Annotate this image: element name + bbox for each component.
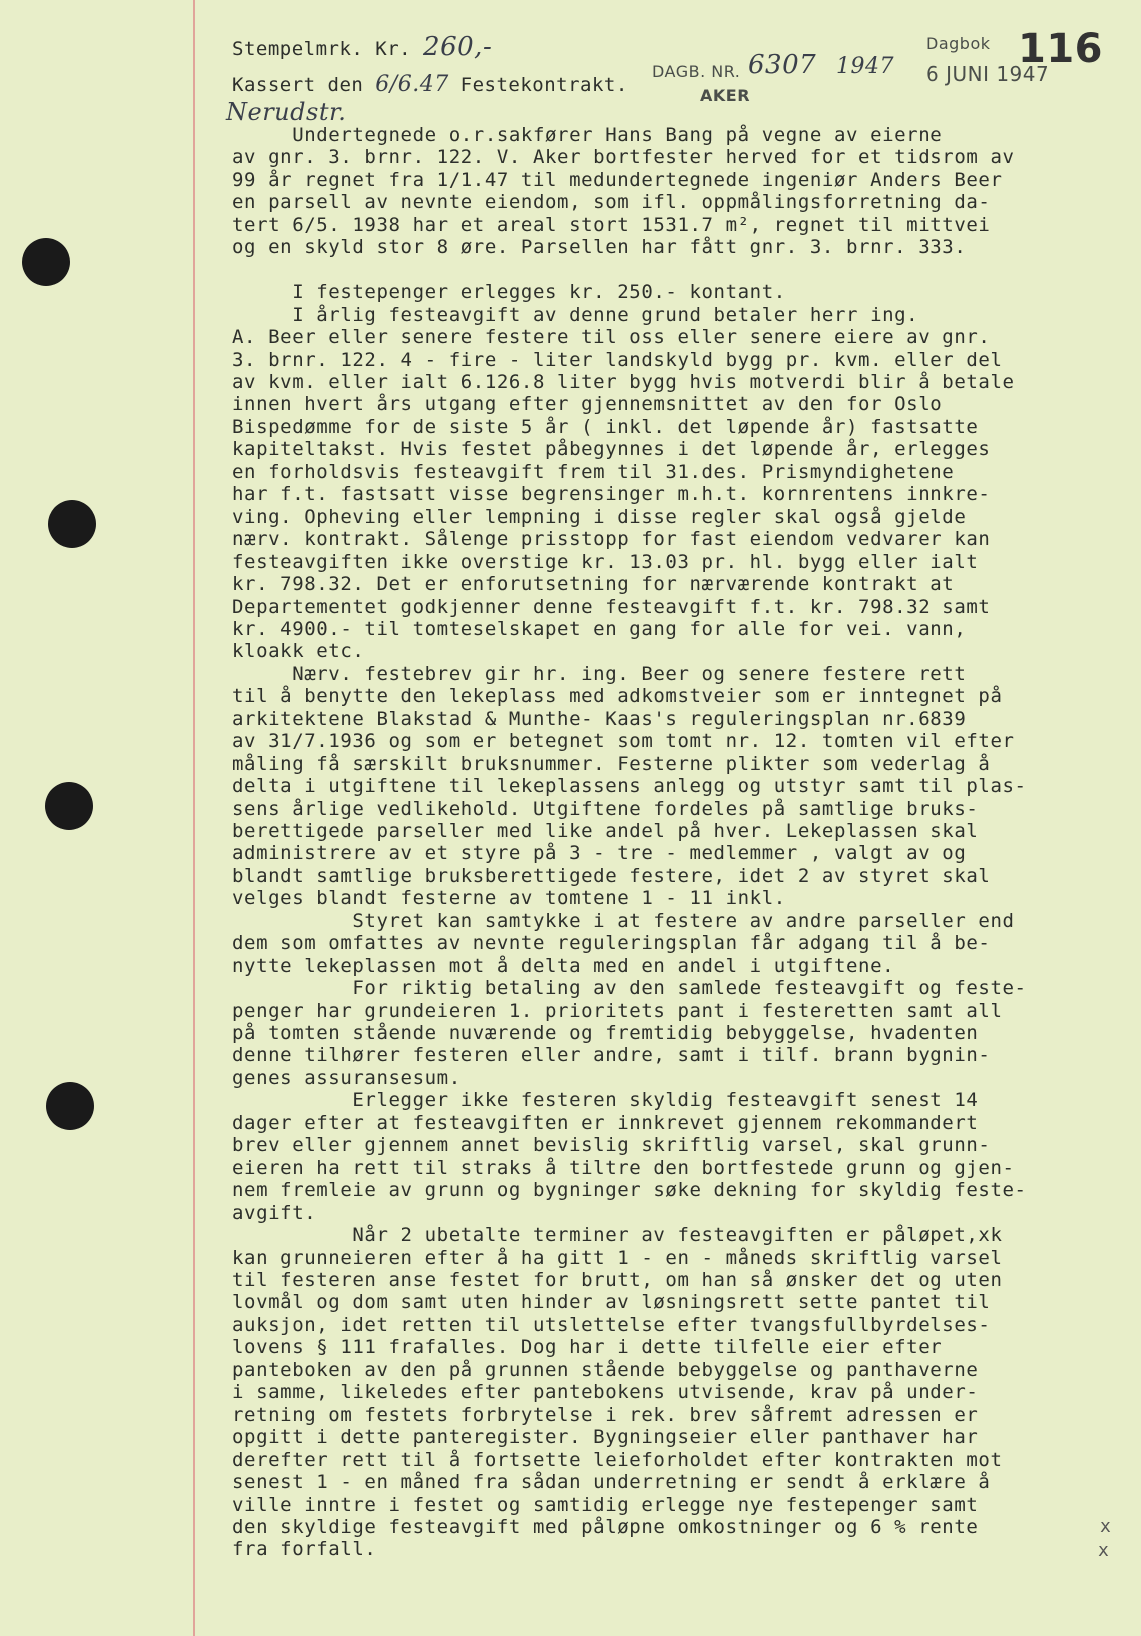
punch-hole-upper-middle <box>48 500 96 548</box>
text-line: en parsell av nevnte eiendom, som ifl. oppmålingsforretning da- <box>232 191 991 214</box>
document-type: Festekontrakt. <box>460 74 628 96</box>
text-line: ville inntre i festet og samtidig erlegge nye festepenger samt <box>232 1493 979 1516</box>
text-line: retning om festets forbrytelse i rek. brev såfremt adressen er <box>232 1403 979 1426</box>
text-line: til å benytte den lekeplass med adkomstveier som er inntegnet på <box>232 685 1003 708</box>
place-stamp: AKER <box>700 86 751 105</box>
stempelmerke-row <box>232 32 492 62</box>
text-line: auksjon, idet retten til utslettelse efter tvangsfullbyrdelses- <box>232 1313 991 1336</box>
text-line: Bispedømme for de siste 5 år ( inkl. det løpende år) fastsatte <box>232 415 979 438</box>
text-line: penger har grundeieren 1. prioritets pant i festeretten samt all <box>232 999 1003 1022</box>
text-line: av kvm. eller ialt 6.126.8 liter bygg hvis motverdi blir å betale <box>232 370 1015 393</box>
text-line: en forholdsvis festeavgift frem til 31.des. Prismyndighetene <box>232 460 955 483</box>
text-line: kan grunneieren efter å ha gitt 1 - en - måneds skriftlig varsel <box>232 1246 1003 1269</box>
text-line: på tomten stående nuværende og fremtidig bebyggelse, hvadenten <box>232 1022 979 1044</box>
text-line: lovens § 111 frafalles. Dog har i dette tilfelle eier efter <box>232 1336 943 1359</box>
punch-hole-lower-middle <box>45 782 93 830</box>
text-line: velges blandt festerne av tomtene 1 - 11 inkl. <box>232 887 786 910</box>
margin-line <box>193 0 195 1636</box>
text-line: For riktig betaling av den samlede festeavgift og feste- <box>232 977 1027 1000</box>
text-line: brev eller gjennem annet bevislig skriftlig varsel, skal grunn- <box>232 1134 991 1157</box>
text-line: avgift. <box>232 1201 317 1224</box>
text-line: til festeren anse festet for brutt, om han så ønsker det og uten <box>232 1269 1003 1291</box>
text-line: I festepenger erlegges kr. 250.- kontant. <box>232 281 786 304</box>
dagb-number: 6307 <box>748 50 817 80</box>
text-line: Undertegnede o.r.sakfører Hans Bang på vegne av eierne <box>232 124 943 146</box>
text-line: tert 6/5. 1938 har et areal stort 1531.7 m², regnet til mittvei <box>232 213 991 236</box>
text-line: denne tilhører festeren eller andre, samt i tilf. brann bygnin- <box>232 1044 991 1067</box>
text-line: sens årlige vedlikehold. Utgiftene fordeles på samtlige bruks- <box>232 797 979 820</box>
side-mark: x <box>1100 1516 1111 1537</box>
side-mark: x <box>1098 1540 1109 1561</box>
text-line: kloakk etc. <box>232 640 365 663</box>
text-line: panteboken av den på grunnen stående bebyggelse og panthaverne <box>232 1358 979 1381</box>
text-line: Nærv. festebrev gir hr. ing. Beer og senere festere rett <box>232 662 967 685</box>
text-line: berettigede parseller med like andel på hver. Lekeplassen skal <box>232 819 979 842</box>
text-line: av 31/7.1936 og som er betegnet som tomt nr. 12. tomten vil efter <box>232 730 1015 753</box>
text-line: blandt samtlige bruksberettigede festere, idet 2 av styret skal <box>232 864 991 887</box>
text-line: nytte lekeplassen mot å delta med en andel i utgiftene. <box>232 954 895 977</box>
text-line: innen hvert års utgang efter gjennemsnittet av den for Oslo <box>232 393 943 416</box>
text-line: 3. brnr. 122. 4 - fire - liter landskyld bygg pr. kvm. eller del <box>232 348 1003 371</box>
punch-hole-bottom <box>46 1082 94 1130</box>
stempelmerke-amount: 260,- <box>423 32 493 62</box>
date-stamp: 6 JUNI 1947 <box>926 62 1050 86</box>
text-line: lovmål og dom samt uten hinder av løsningsrett sette pantet til <box>232 1291 991 1314</box>
dagb-year: 1947 <box>836 54 894 79</box>
text-line: nærv. kontrakt. Sålenge prisstopp for fast eiendom vedvarer kan <box>232 528 991 551</box>
text-line: måling få særskilt bruksnummer. Festerne plikter som vederlag å <box>232 752 991 775</box>
text-line: genes assuransesum. <box>232 1066 461 1089</box>
text-line: kapiteltakst. Hvis festet påbegynnes i det løpende år, erlegges <box>232 438 991 461</box>
text-line: i samme, likeledes efter pantebokens utvisende, krav på under- <box>232 1381 979 1404</box>
text-line: festeavgiften ikke overstige kr. 13.03 pr. hl. bygg eller ialt <box>232 550 979 573</box>
text-line: Erlegger ikke festeren skyldig festeavgift senest 14 <box>232 1089 979 1112</box>
text-line: dem som omfattes av nevnte reguleringsplan får adgang til å be- <box>232 932 991 955</box>
kassert-row <box>232 72 628 97</box>
text-line: fra forfall. <box>232 1538 377 1561</box>
text-line: Når 2 ubetalte terminer av festeavgiften er påløpet,xk <box>232 1224 1003 1246</box>
text-line: delta i utgiftene til lekeplassens anlegg og utstyr samt til plas- <box>232 775 1027 797</box>
text-line: senest 1 - en måned fra sådan underretning er sendt å erklære å <box>232 1471 991 1493</box>
text-line: A. Beer eller senere festere til oss eller senere eiere av gnr. <box>232 326 991 348</box>
text-line: administrere av et styre på 3 - tre - medlemmer , valgt av og <box>232 842 967 865</box>
text-line: derefter rett til å fortsette leieforholdet efter kontrakten mot <box>232 1448 1003 1471</box>
text-line: opgitt i dette panteregister. Bygningseier eller panthaver har <box>232 1426 979 1449</box>
text-line: av gnr. 3. brnr. 122. V. Aker bortfester herved for et tidsrom av <box>232 146 1015 169</box>
handwritten-note: Nerudstr. <box>226 98 347 126</box>
text-line: arkitektene Blakstad & Munthe- Kaas's reguleringsplan nr.6839 <box>232 707 967 730</box>
text-line: ving. Opheving eller lempning i disse regler skal også gjelde <box>232 505 967 528</box>
text-line: nem fremleie av grunn og bygninger søke dekning for skyldig feste- <box>232 1179 1027 1202</box>
stempelmerke-label: Stempelmrk. Kr. <box>232 38 412 60</box>
text-line: eieren ha rett til straks å tiltre den bortfestede grunn og gjen- <box>232 1156 1015 1179</box>
dagbok-label: Dagbok <box>926 34 991 53</box>
text-line: kr. 798.32. Det er enforutsetning for nærværende kontrakt at <box>232 573 955 595</box>
kassert-label: Kassert den <box>232 74 364 96</box>
text-line: 99 år regnet fra 1/1.47 til medundertegnede ingeniør Anders Beer <box>232 168 1003 191</box>
text-line: den skyldige festeavgift med påløpne omkostninger og 6 % rente <box>232 1515 979 1538</box>
text-line: og en skyld stor 8 øre. Parsellen har fått gnr. 3. brnr. 333. <box>232 236 967 259</box>
punch-hole-top <box>22 238 70 286</box>
text-line: Departementet godkjenner denne festeavgift f.t. kr. 798.32 samt <box>232 595 991 618</box>
text-line: kr. 4900.- til tomteselskapet en gang for alle for vei. vann, <box>232 617 967 640</box>
kassert-date: 6/6.47 <box>375 72 449 97</box>
text-line: har f.t. fastsatt visse begrensinger m.h.t. kornrentens innkre- <box>232 483 991 506</box>
text-line: dager efter at festeavgiften er innkrevet gjennem rekommandert <box>232 1111 979 1134</box>
dagb-label: DAGB. NR. <box>652 62 741 81</box>
text-line: Styret kan samtykke i at festere av andre parseller end <box>232 909 1015 932</box>
text-line: I årlig festeavgift av denne grund betaler herr ing. <box>232 303 919 326</box>
page-number: 116 <box>1018 26 1103 72</box>
